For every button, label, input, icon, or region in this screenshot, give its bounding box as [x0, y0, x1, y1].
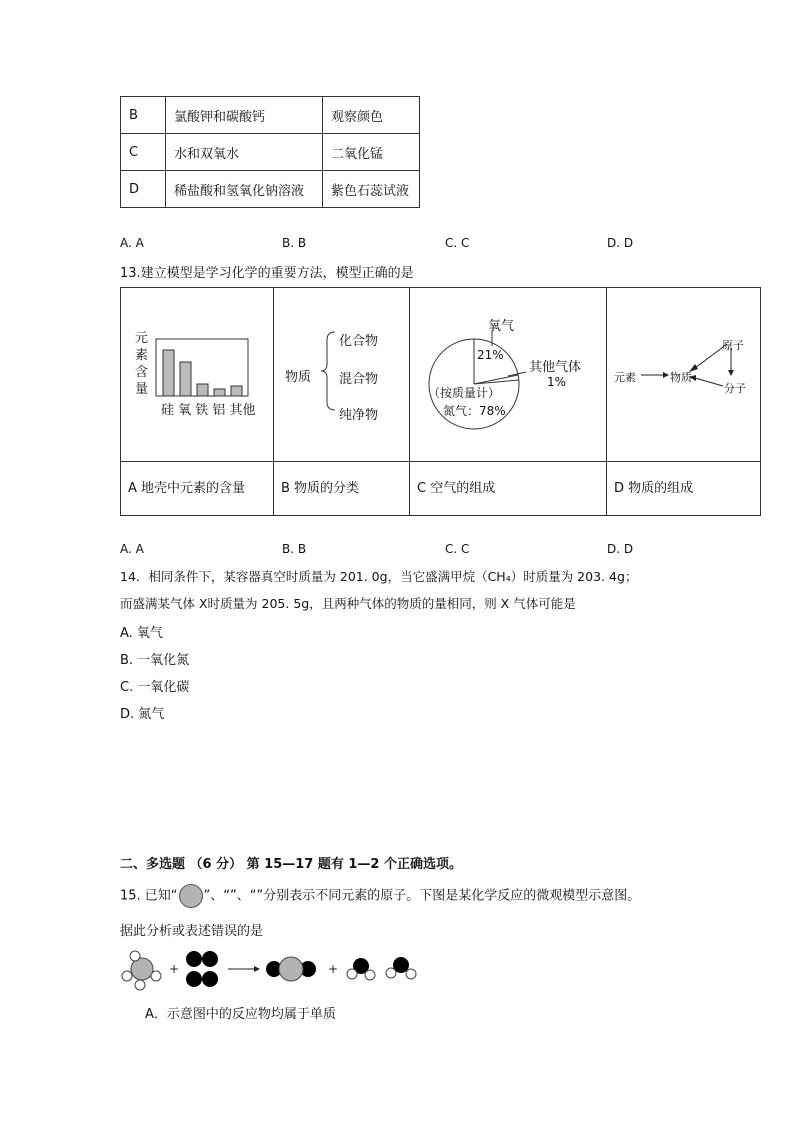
- panel-b-branch-3: 纯净物: [339, 408, 379, 423]
- caption-a: A 地壳中元素的含量: [128, 481, 246, 496]
- pie-oxygen-pct: 21%: [477, 348, 504, 362]
- panel-a-ylabel: 元 素 含 量: [135, 331, 149, 397]
- svg-text:+: +: [328, 962, 339, 976]
- q14-option-d[interactable]: D. 氮气: [120, 707, 165, 722]
- question-15-line-1: 15. 已知“ ”、“”、“”分别表示不同元素的原子。下图是某化学反应的微观模型示意图。: [120, 884, 640, 908]
- pie-other-pct: 1%: [547, 375, 567, 389]
- table-row: [121, 134, 420, 171]
- choice-b[interactable]: B. B: [282, 236, 307, 250]
- caption-b: B 物质的分类: [281, 481, 360, 496]
- bar-iron: [197, 384, 208, 396]
- pie-other-label: 其他气体: [529, 360, 582, 375]
- q15-option-a[interactable]: A．示意图中的反应物均属于单质: [145, 1007, 336, 1022]
- row-label: B: [121, 97, 166, 134]
- pie-basis: （按质量计）: [428, 386, 501, 400]
- row-substance: 氯酸钾和碳酸钙: [166, 97, 323, 134]
- row-method: 二氧化锰: [323, 134, 420, 171]
- svg-text:+: +: [169, 962, 180, 976]
- reaction-diagram: [118, 945, 428, 993]
- panel-b-brace: [319, 330, 339, 412]
- panel-a-bar-chart: [155, 338, 251, 398]
- panel-a-xlabel: 硅 氧 铁 铝 其他: [161, 403, 256, 418]
- question-13-stem: 13.建立模型是学习化学的重要方法，模型正确的是: [120, 266, 414, 281]
- choice-d[interactable]: D. D: [607, 236, 634, 250]
- choice-c[interactable]: C. C: [445, 236, 470, 250]
- caption-d: D 物质的组成: [614, 481, 694, 496]
- bar-other: [231, 386, 242, 396]
- q14-option-a[interactable]: A. 氧气: [120, 626, 163, 641]
- row-substance: 水和双氧水: [166, 134, 323, 171]
- bar-silicon: [163, 350, 174, 396]
- section-heading: 二、多选题 （6 分） 第 15—17 题有 1—2 个正确选项。: [120, 857, 462, 872]
- pie-nitrogen: 氮气：78%: [443, 404, 506, 418]
- choice-c[interactable]: C. C: [445, 542, 470, 556]
- model-grid: [120, 287, 761, 516]
- panel-d-molecule: 分子: [724, 382, 746, 395]
- row-substance: 稀盐酸和氢氧化钠溶液: [166, 171, 323, 208]
- grey-atom-icon: [179, 884, 203, 908]
- choice-a[interactable]: A. A: [120, 542, 144, 556]
- q14-option-c[interactable]: C. 一氧化碳: [120, 680, 190, 695]
- choice-a[interactable]: A. A: [120, 236, 144, 250]
- row-method: 紫色石蕊试液: [323, 171, 420, 208]
- panel-b-branch-1: 化合物: [339, 334, 379, 349]
- panel-b-branch-2: 混合物: [339, 372, 379, 387]
- choice-d[interactable]: D. D: [607, 542, 634, 556]
- bar-oxygen: [180, 362, 191, 396]
- table-row: [121, 97, 420, 134]
- panel-b-root: 物质: [285, 370, 312, 385]
- panel-d-atom: 原子: [722, 339, 744, 352]
- choice-b[interactable]: B. B: [282, 542, 307, 556]
- row-label: D: [121, 171, 166, 208]
- panel-d-element: 元素: [614, 371, 636, 384]
- table-row: [121, 171, 420, 208]
- caption-c: C 空气的组成: [417, 481, 496, 496]
- bar-aluminum: [214, 389, 225, 396]
- question-14-line-1: 14．相同条件下，某容器真空时质量为 201. 0g，当它盛满甲烷（CH₄）时质量为 203. 4g；: [120, 569, 638, 584]
- options-table: [120, 96, 420, 208]
- pie-oxygen-label: 氧气: [488, 319, 515, 334]
- row-label: C: [121, 134, 166, 171]
- question-14-line-2: 而盛满某气体 X时质量为 205. 5g，且两种气体的物质的量相同，则 X 气体可能是: [120, 596, 576, 611]
- question-15-line-2: 据此分析或表述错误的是: [120, 924, 264, 939]
- panel-d-substance: 物质: [670, 371, 692, 384]
- q14-option-b[interactable]: B. 一氧化氮: [120, 653, 190, 668]
- row-method: 观察颜色: [323, 97, 420, 134]
